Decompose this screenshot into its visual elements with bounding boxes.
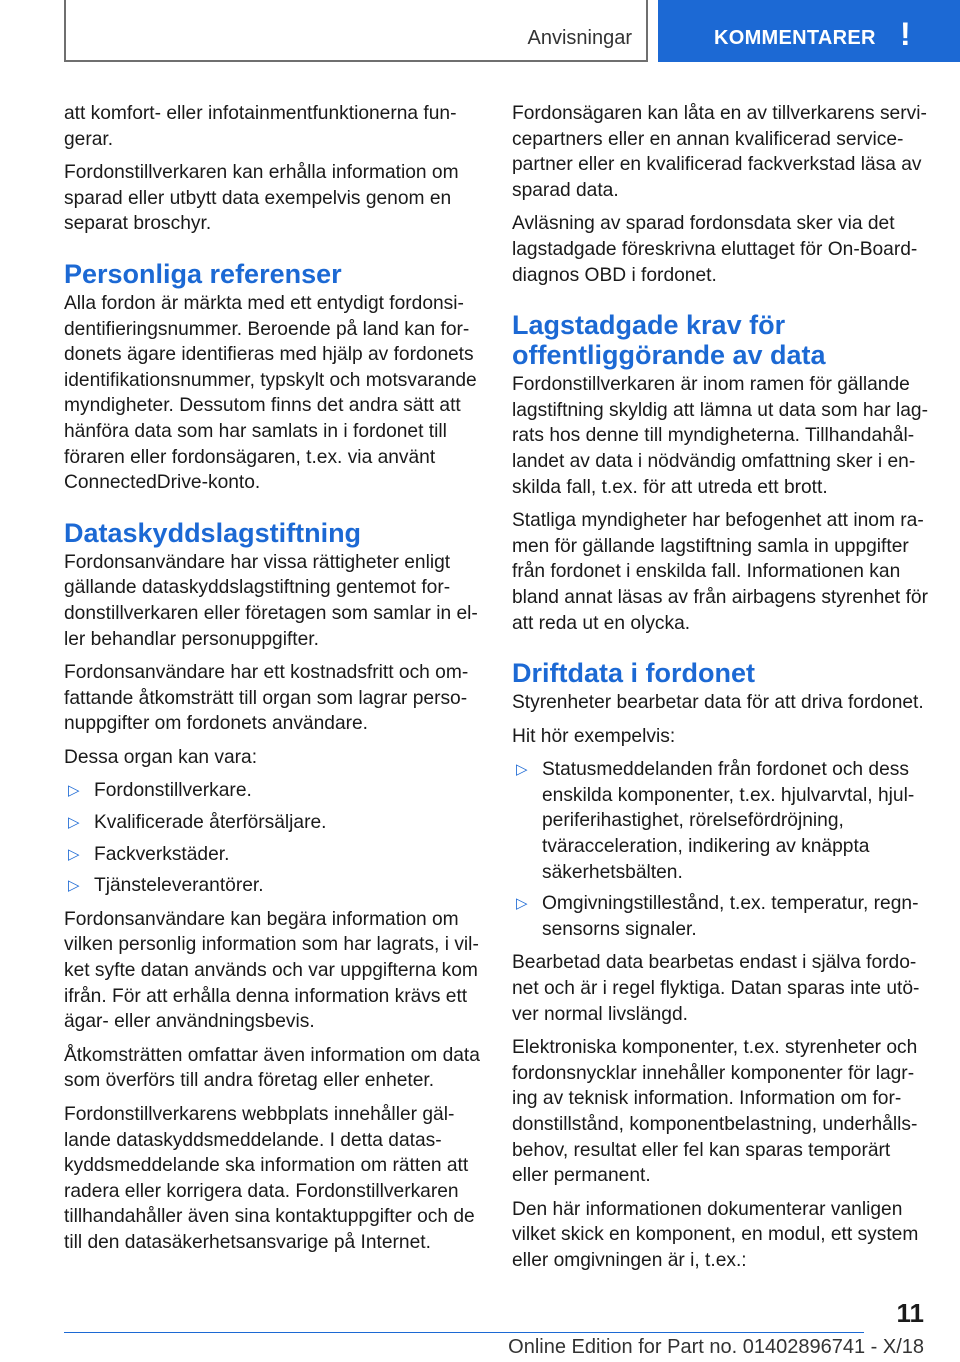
list-item: ▷ Fackverkstäder. (64, 842, 480, 868)
paragraph: Fordonstillverkaren är inom ramen för gällande lagstiftning skyldig att lämna ut data som har lagrats hos denne till myndigheterna. Tillhandahållandet av data i nödvändig omfattning sker i enskilda fall, t.ex. för att utreda ett brott. (512, 374, 928, 498)
example-list (512, 757, 928, 942)
paragraph: Fordonsanvändare kan begära information om vilken personlig information som har lagrats, i vilket syfte datan används och var uppgifterna kom ifrån. För att erhålla denna information krävs ett ägar- eller användningsbevis. (64, 908, 479, 1033)
right-column (512, 101, 928, 1282)
list-item: ▷ Kvalificerade återförsäljare. (64, 810, 480, 836)
paragraph: Den här informationen dokumenterar vanligen vilket skick en komponent, en modul, ett system eller omgivningen är i, t.ex.: (512, 1198, 919, 1271)
paragraph: Elektroniska komponenter, t.ex. styrenheter och fordonsnycklar innehåller komponenter för lagring av teknisk information. Information om fordonstillstånd, komponentbelastning, underhållsbehov, resultat eller fel kan sparas temporärt eller permanent. (512, 1037, 918, 1187)
triangle-bullet-icon: ▷ (68, 877, 80, 895)
paragraph: Fordonsanvändare har vissa rättigheter enligt gällande dataskyddslagstiftning gentemot fordonstillverkaren eller företagen som samlar in eller behandlar personuppgifter. (64, 551, 478, 650)
edition-text: Online Edition for Part no. 01402896741 - X/18 (508, 1336, 924, 1358)
paragraph: Alla fordon är märkta med ett entydigt fordonsidentifieringsnummer. Beroende på land kan fordonets ägare identifieras med hjälp av fordonets identifikationsnummer, typskylt och motsvarande myndigheter. Dessutom finns det andra sätt att hänföra data som har samlats in i fordonet till föraren eller fordonsägaren, t.ex. via använt ConnectedDrive-konto. (64, 292, 477, 494)
triangle-bullet-icon: ▷ (516, 895, 528, 913)
heading-lagstadgade-krav: Lagstadgade krav för offentliggörande av data (512, 310, 826, 371)
list-item: ▷ Omgivningstillestånd, t.ex. temperatur, regnsensorns signaler. (516, 893, 919, 940)
heading-dataskyddslagstiftning: Dataskyddslagstiftning (64, 517, 362, 548)
triangle-bullet-icon: ▷ (68, 782, 80, 800)
list-item: ▷ Statusmeddelanden från fordonet och dess enskilda komponenter, t.ex. hjulvarvtal, hjulperiferihastighet, rörelsefördröjning, tväracceleration, indikering av knäppta säkerhetsbälten. (516, 759, 915, 883)
footer-divider (64, 1332, 864, 1333)
paragraph: Dessa organ kan vara: (64, 746, 258, 768)
left-column (64, 101, 480, 1264)
list-item: ▷ Tjänsteleverantörer. (64, 873, 480, 899)
paragraph: Statliga myndigheter har befogenhet att inom ramen för gällande lagstiftning samla in uppgifter från fordonet i enskilda fall. Informationen kan bland annat läsas av från airbagens styrenhet för att reda ut en olycka. (512, 510, 928, 634)
paragraph: Fordonstillverkaren kan erhålla information om sparad eller utbytt data exempelvis genom en separat broschyr. (64, 162, 459, 235)
section-label: Anvisningar (527, 27, 632, 49)
heading-personliga-referenser: Personliga referenser (64, 258, 342, 289)
paragraph: Fordonsägaren kan låta en av tillverkarens servicepartners eller en annan kvalificerad servicepartner eller en kvalificerad fackverkstad läsa av sparad data. (512, 103, 927, 201)
comments-label: KOMMENTARER (714, 27, 876, 49)
paragraph: Fordonstillverkarens webbplats innehåller gällande dataskyddsmeddelande. I detta dataskyddsmeddelande ska information om rätten att radera eller korrigera data. Fordonstillverkaren tillhandahåller även sina kontaktuppgifter och de till den datasäkerhetsansvarige på Internet. (64, 1104, 475, 1253)
paragraph: Bearbetad data bearbetas endast i själva fordonet och är i regel flyktiga. Datan sparas inte utöver normal livslängd. (512, 952, 920, 1025)
list-item: ▷ Fordonstillverkare. (64, 778, 480, 804)
header-section-box (64, 0, 648, 62)
exclamation-icon: ! (900, 16, 911, 52)
triangle-bullet-icon: ▷ (68, 845, 80, 863)
heading-driftdata: Driftdata i fordonet (512, 658, 755, 689)
triangle-bullet-icon: ▷ (516, 761, 528, 779)
page-number: 11 (896, 1298, 924, 1328)
organ-list (64, 778, 480, 898)
paragraph: Åtkomsträtten omfattar även information om data som överförs till andra företag eller enheter. (64, 1044, 480, 1092)
comments-tab[interactable] (658, 0, 960, 62)
paragraph: Styrenheter bearbetar data för att driva fordonet. (512, 692, 924, 714)
paragraph: Avläsning av sparad fordonsdata sker via det lagstadgade föreskrivna eluttaget för On-Board-diagnos OBD i fordonet. (512, 213, 918, 286)
triangle-bullet-icon: ▷ (68, 814, 80, 832)
paragraph: Hit hör exempelvis: (512, 725, 676, 747)
paragraph: att komfort- eller infotainmentfunktionerna fungerar. (64, 103, 457, 150)
page-header (0, 0, 960, 68)
paragraph: Fordonsanvändare har ett kostnadsfritt och omfattande åtkomsträtt till organ som lagrar personuppgifter om fordonets användare. (64, 662, 469, 735)
